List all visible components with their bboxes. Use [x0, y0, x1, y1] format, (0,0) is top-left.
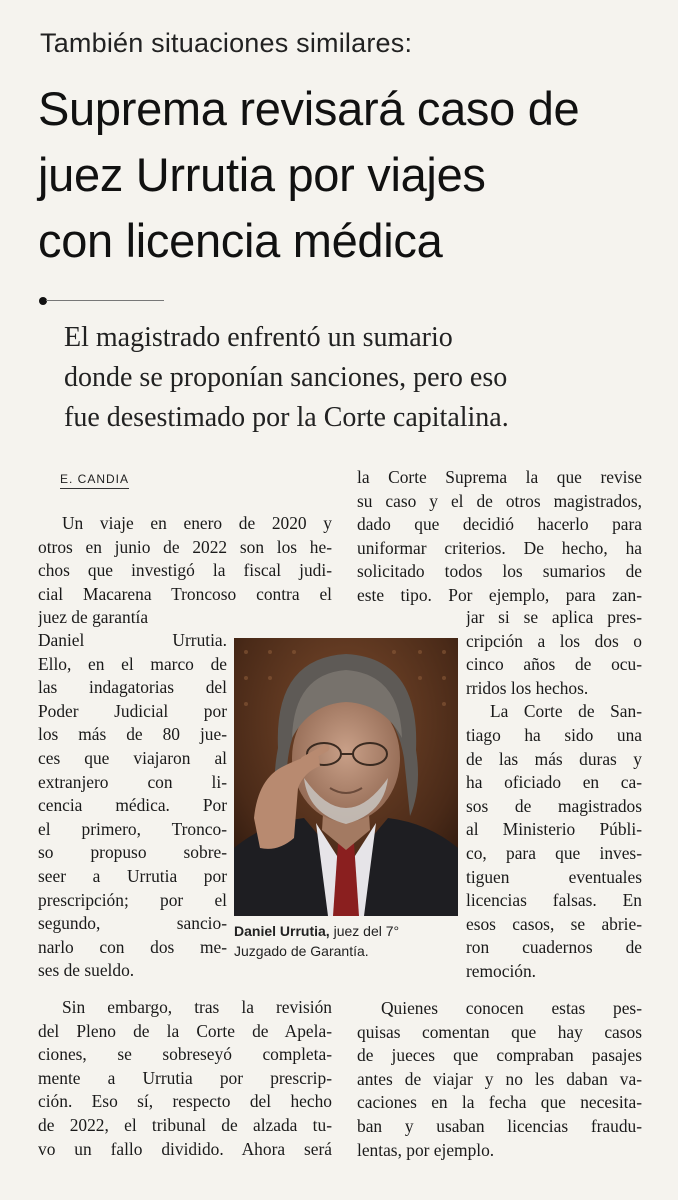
body-line: La Corte de San-	[490, 701, 642, 722]
rule-divider	[46, 300, 164, 301]
body-line: los más de 80 jue-	[38, 724, 227, 745]
body-line: otros en junio de 2022 son los he-	[38, 536, 332, 557]
body-line: licencias falsas. En	[466, 890, 642, 911]
caption-name: Daniel Urrutia,	[234, 923, 330, 939]
body-line: narlo con dos me-	[38, 936, 227, 957]
portrait-photo	[234, 638, 458, 916]
body-line: el primero, Tronco-	[38, 818, 227, 839]
body-line: de 2022, el tribunal de alzada tu-	[38, 1114, 332, 1135]
body-line: antes de viajar y no les daban va-	[357, 1068, 642, 1089]
headline	[38, 76, 668, 274]
body-line: Quienes conocen estas pes-	[381, 998, 642, 1018]
caption-text: juez del 7°	[329, 923, 400, 939]
body-right-top	[357, 466, 642, 608]
body-line: ción. Eso sí, respecto del hecho	[38, 1091, 332, 1112]
deck-line: donde se proponían sanciones, pero eso	[64, 362, 508, 393]
body-line: de las más duras y	[466, 748, 642, 769]
body-line: prescripción; por el	[38, 889, 227, 910]
body-line: vo un fallo dividido. Ahora será	[38, 1138, 332, 1159]
body-line: jar si se aplica pres-	[466, 607, 642, 627]
body-line: Poder Judicial por	[38, 700, 227, 721]
body-line: cinco años de ocu-	[466, 654, 642, 675]
caption-text: Juzgado de Garantía.	[234, 943, 369, 959]
photo-caption	[234, 921, 466, 961]
body-line: tiguen eventuales	[466, 866, 642, 887]
body-line: Ello, en el marco de	[38, 653, 227, 674]
body-line: la Corte Suprema la que revise	[357, 467, 642, 487]
body-line: so propuso sobre-	[38, 842, 227, 863]
body-line: chos que investigó la fiscal judi-	[38, 560, 332, 581]
body-line: quisas comentan que hay casos	[357, 1021, 642, 1042]
deck	[64, 318, 664, 438]
body-line: al Ministerio Públi-	[466, 819, 642, 840]
body-right-bottom	[357, 997, 642, 1162]
body-left-top	[38, 512, 332, 630]
body-line: juez de garantía	[38, 607, 149, 628]
body-line: su caso y el de otros magistrados,	[357, 490, 642, 511]
body-line: seer a Urrutia por	[38, 865, 227, 886]
body-line: ban y usaban licencias fraudu-	[357, 1115, 642, 1136]
body-line: mente a Urrutia por prescrip-	[38, 1067, 332, 1088]
body-line: lentas, por ejemplo.	[357, 1139, 495, 1160]
body-line: Un viaje en enero de 2020 y	[62, 513, 332, 533]
body-line: co, para que inves-	[466, 842, 642, 863]
body-line: Daniel Urrutia.	[38, 630, 227, 650]
headline-line: con licencia médica	[38, 214, 443, 267]
body-line: Sin embargo, tras la revisión	[62, 997, 332, 1017]
body-line: dado que decidió hacerlo para	[357, 514, 642, 535]
kicker: También situaciones similares:	[40, 28, 413, 58]
body-line: tiago ha sido una	[466, 724, 642, 745]
body-line: cripción a los dos o	[466, 630, 642, 651]
body-line: ces que viajaron al	[38, 747, 227, 768]
body-line: segundo, sancio-	[38, 913, 227, 934]
rule-dot	[39, 297, 47, 305]
body-line: remoción.	[466, 960, 537, 981]
body-line: sos de magistrados	[466, 795, 642, 816]
body-left-bottom	[38, 996, 332, 1161]
headline-line: juez Urrutia por viajes	[38, 148, 486, 201]
body-line: cencia médica. Por	[38, 795, 227, 816]
body-line: las indagatorias del	[38, 677, 227, 698]
body-left-narrow	[38, 629, 227, 983]
body-line: ha oficiado en ca-	[466, 772, 642, 793]
body-line: este tipo. Por ejemplo, para zan-	[357, 584, 642, 605]
deck-line: fue desestimado por la Corte capitalina.	[64, 402, 509, 433]
body-line: del Pleno de la Corte de Apela-	[38, 1020, 332, 1041]
body-line: esos casos, se abrie-	[466, 913, 642, 934]
body-line: ses de sueldo.	[38, 960, 135, 981]
headline-line: Suprema revisará caso de	[38, 82, 580, 135]
deck-line: El magistrado enfrentó un sumario	[64, 322, 453, 353]
body-right-narrow	[466, 606, 642, 984]
body-line: uniformar criterios. De hecho, ha	[357, 537, 642, 558]
byline: E. CANDIA	[60, 472, 129, 489]
body-line: solicitado todos los sumarios de	[357, 561, 642, 582]
body-line: ciones, se sobreseyó completa-	[38, 1044, 332, 1065]
body-line: extranjero con li-	[38, 771, 227, 792]
body-line: cial Macarena Troncoso contra el	[38, 583, 332, 604]
body-line: de jueces que compraban pasajes	[357, 1045, 642, 1066]
body-line: rridos los hechos.	[466, 677, 589, 698]
body-line: ron cuadernos de	[466, 937, 642, 958]
body-line: caciones en la fecha que necesita-	[357, 1092, 642, 1113]
